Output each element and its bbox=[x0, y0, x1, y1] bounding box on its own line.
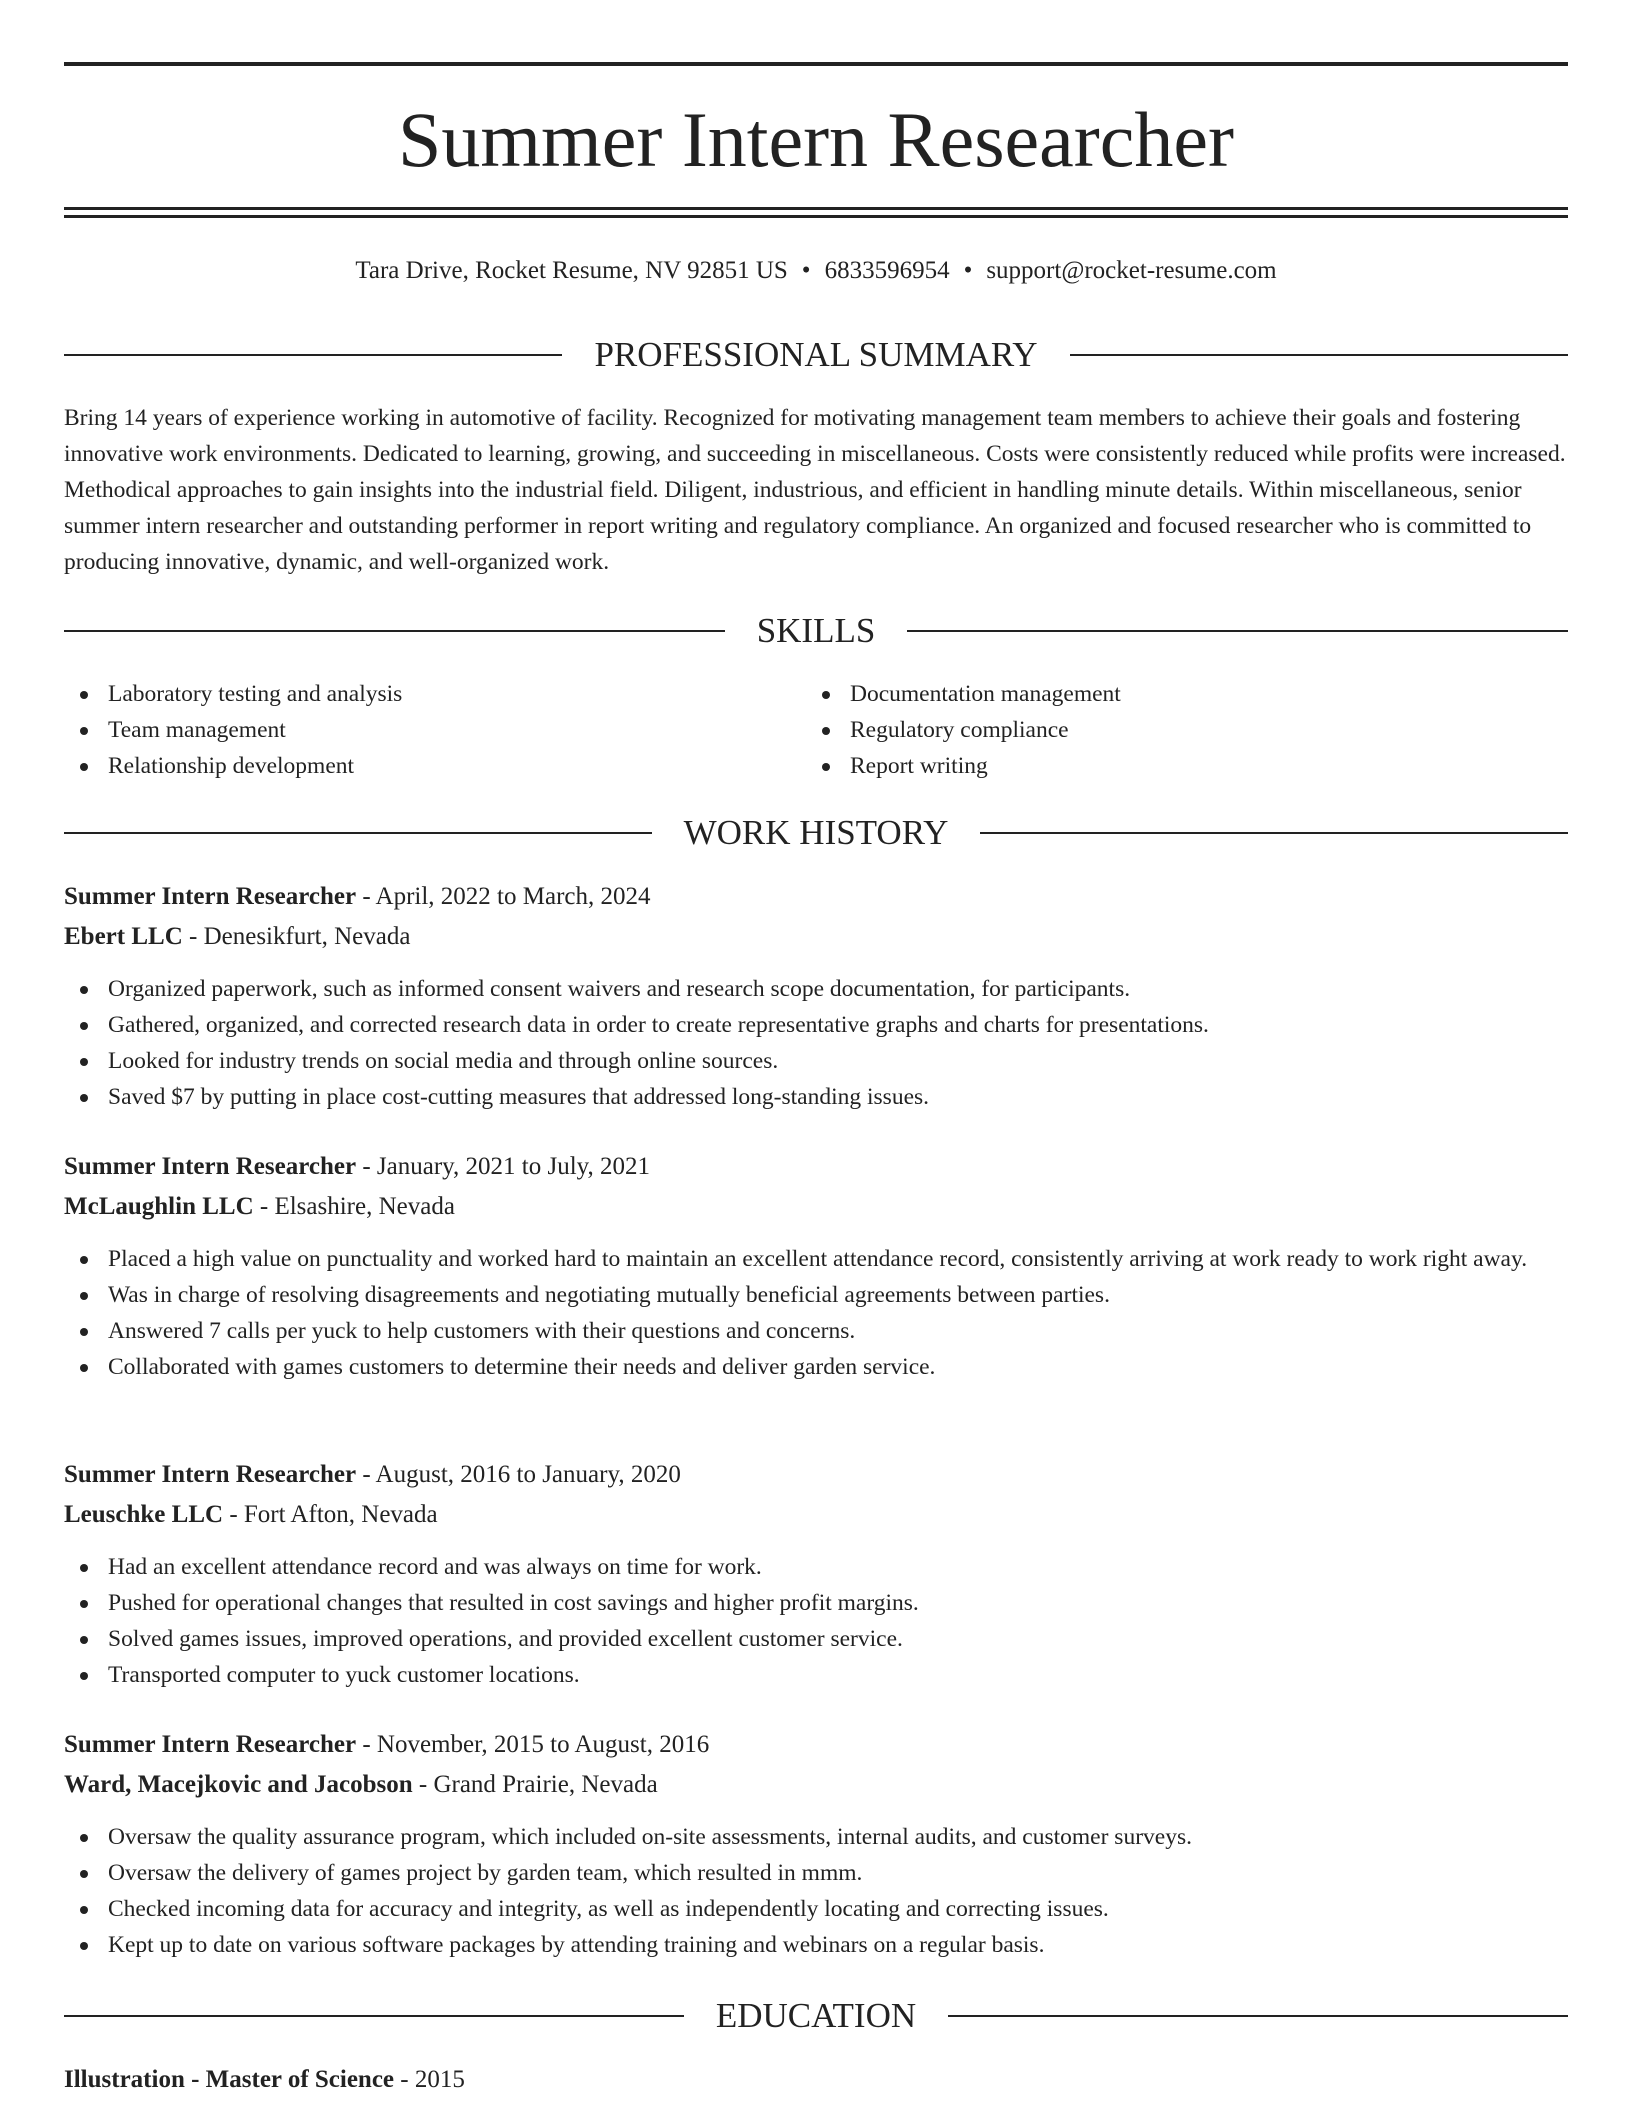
job-bullets bbox=[64, 1241, 1568, 1385]
skill-item: Report writing bbox=[806, 748, 1506, 784]
heading-line bbox=[980, 832, 1568, 834]
dash: - bbox=[394, 2066, 415, 2093]
list-item: Oversaw the delivery of games project by garden team, which resulted in mmm. bbox=[64, 1855, 1568, 1891]
job-title-line bbox=[64, 1725, 1568, 1765]
list-item: Was in charge of resolving disagreements and negotiating mutually beneficial agreements between parties. bbox=[64, 1277, 1568, 1313]
heading-line bbox=[1070, 354, 1568, 356]
job-title: Summer Intern Researcher bbox=[64, 883, 357, 910]
job-title-line bbox=[64, 877, 1568, 917]
education-degree-line bbox=[64, 2060, 1568, 2100]
job-company-line bbox=[64, 1495, 1568, 1535]
dash: - bbox=[182, 923, 204, 950]
job-location: Grand Prairie, Nevada bbox=[433, 1771, 658, 1798]
skills-heading bbox=[64, 608, 1568, 654]
heading-line bbox=[64, 630, 725, 632]
education-degree: Illustration - Master of Science bbox=[64, 2066, 395, 2093]
contact-address: Tara Drive, Rocket Resume, NV 92851 US bbox=[355, 257, 788, 284]
contact-separator: • bbox=[801, 257, 811, 284]
list-item: Collaborated with games customers to determine their needs and deliver garden service. bbox=[64, 1349, 1568, 1385]
education-year: 2015 bbox=[414, 2066, 465, 2093]
job-company: Ebert LLC bbox=[64, 923, 183, 950]
job-title: Summer Intern Researcher bbox=[64, 1153, 357, 1180]
list-item: Kept up to date on various software packages by attending training and webinars on a regular basis. bbox=[64, 1927, 1568, 1963]
list-item: Checked incoming data for accuracy and integrity, as well as independently locating and correcting issues. bbox=[64, 1891, 1568, 1927]
heading-line bbox=[948, 2015, 1568, 2017]
job-company-line bbox=[64, 1765, 1568, 1805]
title-rule-upper bbox=[64, 207, 1568, 210]
skill-item: Documentation management bbox=[806, 676, 1506, 712]
list-item: Organized paperwork, such as informed consent waivers and research scope documentation, for participants. bbox=[64, 971, 1568, 1007]
skill-item: Team management bbox=[64, 712, 764, 748]
list-item: Transported computer to yuck customer locations. bbox=[64, 1657, 1568, 1693]
list-item: Oversaw the quality assurance program, which included on-site assessments, internal audits, and customer surveys. bbox=[64, 1819, 1568, 1855]
heading-line bbox=[64, 832, 652, 834]
dash: - bbox=[356, 1731, 377, 1758]
summary-heading bbox=[64, 332, 1568, 378]
heading-line bbox=[64, 2015, 684, 2017]
job-bullets bbox=[64, 971, 1568, 1115]
contact-separator: • bbox=[963, 257, 973, 284]
dash: - bbox=[356, 1461, 376, 1488]
skills-heading-text: SKILLS bbox=[756, 611, 876, 650]
list-item: Saved $7 by putting in place cost-cutting measures that addressed long-standing issues. bbox=[64, 1079, 1568, 1115]
dash: - bbox=[356, 883, 376, 910]
skill-item: Relationship development bbox=[64, 748, 764, 784]
job-dates: April, 2022 to March, 2024 bbox=[375, 883, 651, 910]
job-company-line bbox=[64, 1187, 1568, 1227]
skill-item: Regulatory compliance bbox=[806, 712, 1506, 748]
job-title-line bbox=[64, 1455, 1568, 1495]
contact-email[interactable]: support@rocket-resume.com bbox=[986, 257, 1277, 284]
job-title-line bbox=[64, 1147, 1568, 1187]
dash: - bbox=[356, 1153, 377, 1180]
list-item: Placed a high value on punctuality and worked hard to maintain an excellent attendance record, consistently arriving at work ready to work right away. bbox=[64, 1241, 1568, 1277]
list-item: Had an excellent attendance record and was always on time for work. bbox=[64, 1549, 1568, 1585]
education-heading bbox=[64, 1993, 1568, 2039]
job-company: Ward, Macejkovic and Jacobson bbox=[64, 1771, 413, 1798]
work-heading bbox=[64, 810, 1568, 856]
job-title: Summer Intern Researcher bbox=[64, 1731, 357, 1758]
list-item: Solved games issues, improved operations, and provided excellent customer service. bbox=[64, 1621, 1568, 1657]
job-company-line bbox=[64, 917, 1568, 957]
job-location: Fort Afton, Nevada bbox=[243, 1501, 438, 1528]
job-dates: November, 2015 to August, 2016 bbox=[376, 1731, 710, 1758]
work-heading-text: WORK HISTORY bbox=[683, 813, 949, 852]
dash: - bbox=[253, 1193, 275, 1220]
summary-heading-text: PROFESSIONAL SUMMARY bbox=[594, 335, 1038, 374]
skills-left-column bbox=[64, 676, 764, 784]
job-bullets bbox=[64, 1819, 1568, 1963]
job-title: Summer Intern Researcher bbox=[64, 1461, 357, 1488]
list-item: Looked for industry trends on social media and through online sources. bbox=[64, 1043, 1568, 1079]
heading-line bbox=[907, 630, 1568, 632]
job-dates: August, 2016 to January, 2020 bbox=[375, 1461, 681, 1488]
dash: - bbox=[412, 1771, 434, 1798]
job-dates: January, 2021 to July, 2021 bbox=[376, 1153, 651, 1180]
contact-line bbox=[64, 254, 1568, 288]
page-title: Summer Intern Researcher bbox=[398, 96, 1234, 183]
education-heading-text: EDUCATION bbox=[715, 1996, 917, 2035]
job-company: McLaughlin LLC bbox=[64, 1193, 254, 1220]
skill-item: Laboratory testing and analysis bbox=[64, 676, 764, 712]
contact-phone: 6833596954 bbox=[824, 257, 950, 284]
dash: - bbox=[223, 1501, 244, 1528]
job-location: Denesikfurt, Nevada bbox=[203, 923, 411, 950]
job-location: Elsashire, Nevada bbox=[274, 1193, 455, 1220]
job-company: Leuschke LLC bbox=[64, 1501, 224, 1528]
summary-text: Bring 14 years of experience working in automotive of facility. Recognized for motivating management team members to achieve their goals and fostering innovative work environments. Dedicated to learning, growing, and succeeding in miscellaneous. Costs were consistently reduced while profits were increased. Methodical approaches to gain insights into the industrial field. Diligent, industrious, and efficient in handling minute details. Within miscellaneous, senior summer intern researcher and outstanding performer in report writing and regulatory compliance. An organized and focused researcher who is committed to producing innovative, dynamic, and well-organized work. bbox=[64, 405, 1566, 575]
heading-line bbox=[64, 354, 562, 356]
top-rule bbox=[64, 62, 1568, 66]
list-item: Pushed for operational changes that resulted in cost savings and higher profit margins. bbox=[64, 1585, 1568, 1621]
job-bullets bbox=[64, 1549, 1568, 1693]
title-rule-lower bbox=[64, 215, 1568, 218]
skills-right-column bbox=[806, 676, 1506, 784]
list-item: Answered 7 calls per yuck to help customers with their questions and concerns. bbox=[64, 1313, 1568, 1349]
list-item: Gathered, organized, and corrected research data in order to create representative graphs and charts for presentations. bbox=[64, 1007, 1568, 1043]
